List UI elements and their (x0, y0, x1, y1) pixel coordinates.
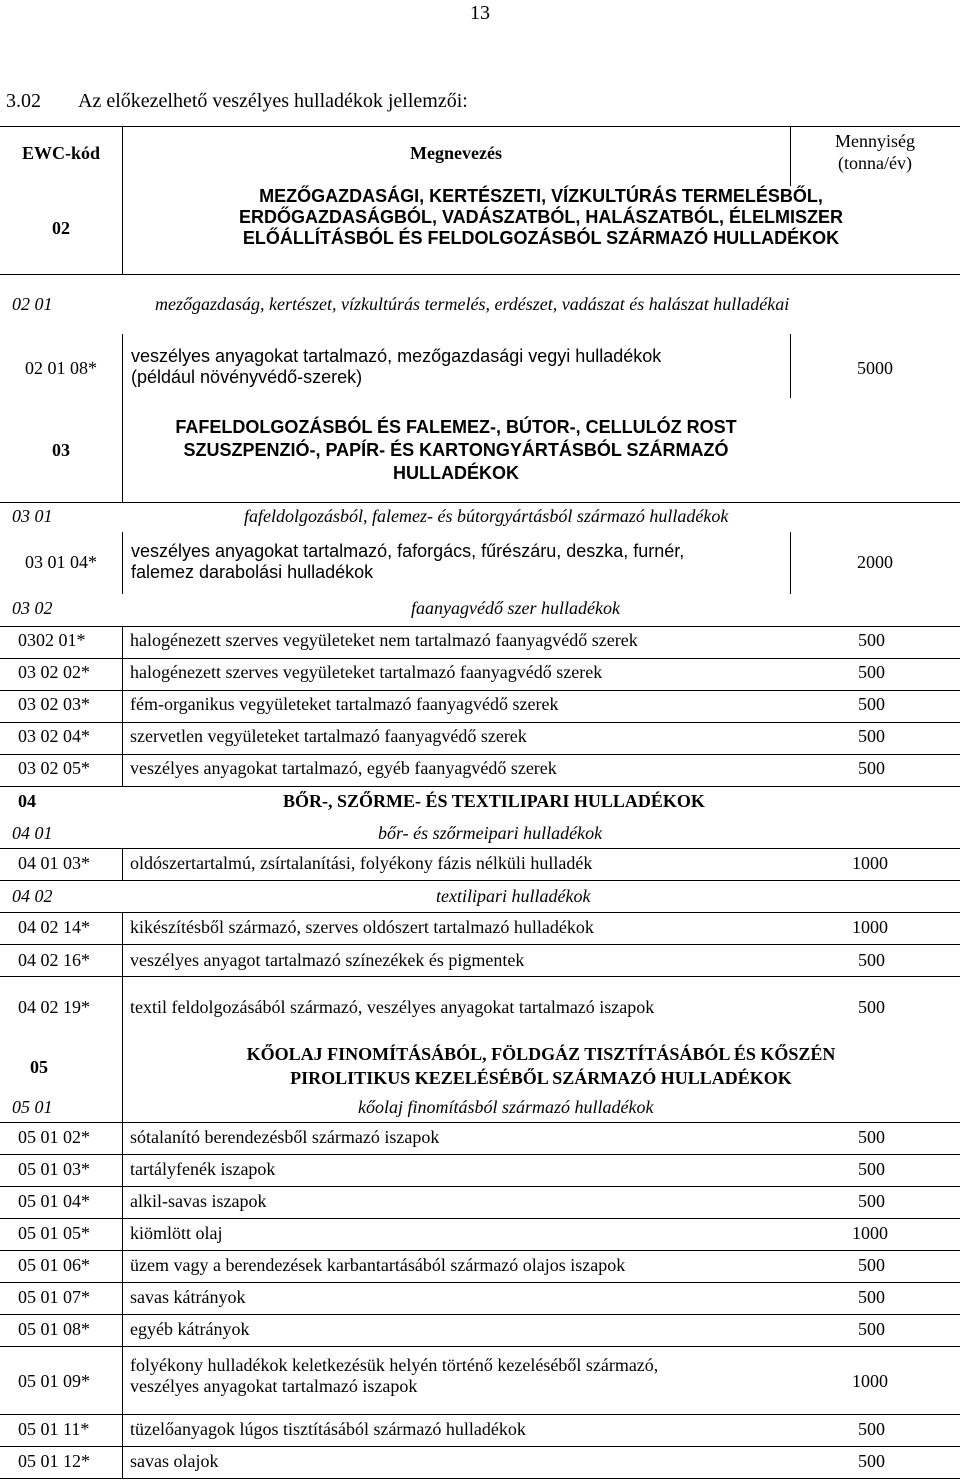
table-row-name: savas olajok (130, 1451, 219, 1471)
table-row-quantity: 500 (858, 950, 885, 970)
table-row-name: savas kátrányok (130, 1287, 246, 1307)
table-row-quantity: 500 (858, 694, 885, 714)
table-row-name: halogénezett szerves vegyületeket nem tartalmazó faanyagvédő szerek (130, 630, 638, 650)
table-row-quantity: 500 (858, 726, 885, 746)
table-row-code: 03 (52, 440, 70, 460)
table-row-quantity: 500 (858, 1255, 885, 1275)
table-row-code: 02 01 08* (25, 358, 97, 378)
table-row-name: kikészítésből származó, szerves oldószert tartalmazó hulladékok (130, 917, 594, 937)
table-row-code: 05 (30, 1057, 48, 1077)
table-row-name: veszélyes anyagot tartalmazó színezékek és pigmentek (130, 950, 525, 970)
table-row-code: 04 01 03* (18, 853, 90, 873)
table-row-quantity: 500 (858, 1159, 885, 1179)
table-row-name: tüzelőanyagok lúgos tisztításából származó hulladékok (130, 1419, 526, 1439)
table-row-code: 02 (52, 218, 70, 238)
table-row-code: 05 01 11* (18, 1419, 90, 1439)
table-row-name: fafeldolgozásból, falemez- és bútorgyártásból származó hulladékok (244, 506, 729, 526)
table-row-code: 04 01 (12, 823, 53, 843)
table-row-code: 05 01 04* (18, 1191, 90, 1211)
table-row-code: 03 02 05* (18, 758, 90, 778)
table-row-code: 0302 01* (18, 630, 86, 650)
table-row-code: 03 02 03* (18, 694, 90, 714)
table-row-name: mezőgazdaság, kertészet, vízkultúrás termelés, erdészet, vadászat és halászat hulladékai (155, 294, 790, 314)
table-row-name: sótalanító berendezésből származó iszapok (130, 1127, 440, 1147)
table-row-quantity: 500 (858, 1127, 885, 1147)
table-row-name: folyékony hulladékok keletkezésük helyén történő kezeléséből származó, veszélyes anyagokat tartalmazó iszapok (130, 1355, 659, 1396)
table-row-quantity: 500 (858, 1191, 885, 1211)
table-row-name: faanyagvédő szer hulladékok (411, 598, 620, 618)
table-row-name: veszélyes anyagokat tartalmazó, faforgács, fűrészáru, deszka, furnér, falemez darabolási hulladékok (131, 541, 685, 582)
table-row-code: 03 02 02* (18, 662, 90, 682)
table-row-quantity: 500 (858, 997, 885, 1017)
table-row-code: 05 01 02* (18, 1127, 90, 1147)
table-row-name: bőr- és szőrmeipari hulladékok (378, 823, 603, 843)
table-row-quantity: 500 (858, 630, 885, 650)
table-row-code: 04 02 16* (18, 950, 90, 970)
table-row-code: 04 02 19* (18, 997, 90, 1017)
table-row-name: textilipari hulladékok (436, 886, 591, 906)
table-row-code: 03 02 04* (18, 726, 90, 746)
table-row-name: alkil-savas iszapok (130, 1191, 267, 1211)
table-row-code: 05 01 09* (18, 1371, 90, 1391)
section-number: 3.02 (6, 90, 41, 112)
table-row-code: 05 01 03* (18, 1159, 90, 1179)
table-row-code: 02 01 (12, 294, 53, 314)
table-row-quantity: 500 (858, 1319, 885, 1339)
table-row-quantity: 2000 (857, 552, 893, 572)
table-row-code: 03 01 (12, 506, 53, 526)
table-row-name: BŐR-, SZŐRME- ÉS TEXTILIPARI HULLADÉKOK (283, 791, 705, 811)
table-row-name: egyéb kátrányok (130, 1319, 250, 1339)
table-row-code: 04 (18, 791, 36, 811)
table-row-quantity: 500 (858, 1287, 885, 1307)
table-row-quantity: 500 (858, 662, 885, 682)
table-row-name: veszélyes anyagokat tartalmazó, mezőgazdasági vegyi hulladékok (például növényvédő-szerek) (131, 346, 662, 387)
table-row-code: 05 01 12* (18, 1451, 90, 1471)
table-row-quantity: 500 (858, 758, 885, 778)
page-number: 13 (470, 2, 490, 24)
table-row-quantity: 1000 (852, 853, 888, 873)
table-row-name: tartályfenék iszapok (130, 1159, 276, 1179)
table-row-name: szervetlen vegyületeket tartalmazó faanyagvédő szerek (130, 726, 527, 746)
header-quantity-unit: (tonna/év) (838, 153, 912, 173)
section-title: Az előkezelhető veszélyes hulladékok jellemzői: (78, 90, 468, 112)
table-row-name: veszélyes anyagokat tartalmazó, egyéb faanyagvédő szerek (130, 758, 557, 778)
table-row-code: 05 01 (12, 1097, 53, 1117)
header-quantity: Mennyiség (835, 131, 915, 151)
table-row-name: KŐOLAJ FINOMÍTÁSÁBÓL, FÖLDGÁZ TISZTÍTÁSÁBÓL ÉS KŐSZÉN PIROLITIKUS KEZELÉSÉBŐL SZÁRMAZÓ HULLADÉKOK (246, 1044, 836, 1088)
table-row-name: textil feldolgozásából származó, veszélyes anyagokat tartalmazó iszapok (130, 997, 655, 1017)
table-row-name: FAFELDOLGOZÁSBÓL ÉS FALEMEZ-, BÚTOR-, CELLULÓZ ROST SZUSZPENZIÓ-, PAPÍR- ÉS KARTONGYÁRTÁSBÓL SZÁRMAZÓ HULLADÉKOK (175, 417, 737, 483)
table-row-quantity: 5000 (857, 358, 893, 378)
header-name: Megnevezés (410, 143, 502, 163)
table-row-code: 03 01 04* (25, 552, 97, 572)
table-row-name: kiömlött olaj (130, 1223, 223, 1243)
table-row-code: 05 01 05* (18, 1223, 90, 1243)
table-row-quantity: 500 (858, 1451, 885, 1471)
header-ewc-code: EWC-kód (21, 143, 101, 163)
table-row-code: 04 02 (12, 886, 53, 906)
section-heading (6, 90, 468, 113)
table-row-code: 03 02 (12, 598, 53, 618)
table-row-code: 05 01 08* (18, 1319, 90, 1339)
table-row-quantity: 1000 (852, 1223, 888, 1243)
table-row-name: oldószertartalmú, zsírtalanítási, folyékony fázis nélküli hulladék (130, 853, 593, 873)
table-row-name: üzem vagy a berendezések karbantartásából származó olajos iszapok (130, 1255, 626, 1275)
table-row-name: fém-organikus vegyületeket tartalmazó faanyagvédő szerek (130, 694, 559, 714)
table-row-name: kőolaj finomításból származó hulladékok (358, 1097, 654, 1117)
table-row-code: 05 01 06* (18, 1255, 90, 1275)
table-row-name: MEZŐGAZDASÁGI, KERTÉSZETI, VÍZKULTÚRÁS TERMELÉSBŐL, ERDŐGAZDASÁGBÓL, VADÁSZATBÓL, HALÁSZATBÓL, ÉLELMISZER ELŐÁLLÍTÁSBÓL ÉS FELDOLGOZÁSBÓL SZÁRMAZÓ HULLADÉKOK (239, 186, 843, 248)
table-row-quantity: 500 (858, 1419, 885, 1439)
table-row-name: halogénezett szerves vegyületeket tartalmazó faanyagvédő szerek (130, 662, 603, 682)
table-row-code: 04 02 14* (18, 917, 90, 937)
table-row-quantity: 1000 (852, 1371, 888, 1391)
table-row-quantity: 1000 (852, 917, 888, 937)
table-row-code: 05 01 07* (18, 1287, 90, 1307)
